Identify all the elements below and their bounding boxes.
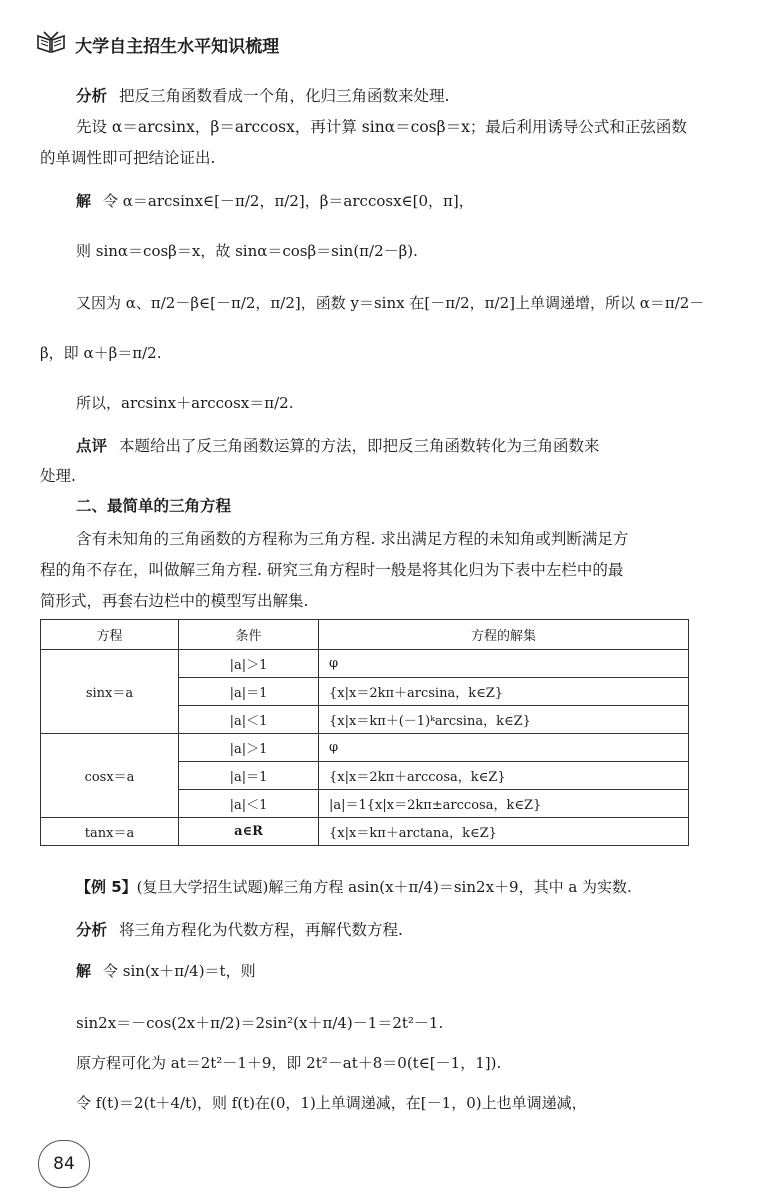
solution-2-line-1: 解 令 sin(x＋π/4)＝t，则 (76, 962, 256, 980)
section-para-line-1: 含有未知角的三角函数的方程称为三角方程. 求出满足方程的未知角或判断满足方 (76, 530, 629, 548)
header-title: 大学自主招生水平知识梳理 (75, 36, 280, 57)
condition-cell: |a|＝1 (179, 762, 319, 790)
solution-table (40, 619, 689, 846)
example-5: 【例 5】(复旦大学招生试题)解三角方程 asin(x＋π/4)＝sin2x＋9，其中 a 为实数. (76, 878, 632, 896)
condition-cell: |a|＞1 (179, 650, 319, 678)
solution-1-line-4: β，即 α＋β＝π/2. (40, 344, 162, 362)
condition-cell: a∈R (179, 818, 319, 846)
table-row (41, 650, 689, 678)
table-row (41, 734, 689, 762)
solution-2-line-2: sin2x＝－cos(2x＋π/2)＝2sin²(x＋π/4)－1＝2t²－1. (76, 1014, 444, 1032)
section-title: 二、最简单的三角方程 (76, 497, 232, 515)
solution-label: 解 (76, 962, 92, 980)
section-para-line-2: 程的角不存在，叫做解三角方程. 研究三角方程时一般是将其化归为下表中左栏中的最 (40, 561, 624, 579)
equation-cell: cosx＝a (41, 734, 179, 818)
solution-1-line-2: 则 sinα＝cosβ＝x，故 sinα＝cosβ＝sin(π/2－β). (76, 242, 418, 260)
solution-cell: {x|x＝2kπ＋arcsina，k∈Z} (319, 678, 689, 706)
solution-2-line-3: 原方程可化为 at＝2t²－1＋9，即 2t²－at＋8＝0(t∈[－1，1]). (76, 1054, 502, 1072)
page-number: 84 (38, 1140, 90, 1188)
solution-cell: φ (319, 650, 689, 678)
equation-cell: tanx＝a (41, 818, 179, 846)
analysis-label: 分析 (76, 87, 108, 105)
comment-line-1: 点评 本题给出了反三角函数运算的方法，即把反三角函数转化为三角函数来 (76, 437, 600, 455)
solution-label: 解 (76, 192, 92, 210)
analysis-label: 分析 (76, 921, 108, 939)
analysis-1-line-3: 的单调性即可把结论证出. (40, 149, 216, 167)
table-header-row (41, 620, 689, 650)
equation-cell: sinx＝a (41, 650, 179, 734)
solution-cell: φ (319, 734, 689, 762)
solution-cell: {x|x＝2kπ＋arccosa，k∈Z} (319, 762, 689, 790)
analysis-1-line-2: 先设 α＝arcsinx，β＝arccosx，再计算 sinα＝cosβ＝x；最后利用诱导公式和正弦函数 (76, 118, 687, 136)
table-header-condition: 条件 (179, 620, 319, 650)
condition-cell: |a|＝1 (179, 678, 319, 706)
solution-2-line-4: 令 f(t)＝2(t＋4/t)，则 f(t)在(0，1)上单调递减，在[－1，0)上也单调递减， (76, 1094, 587, 1112)
table-header-solution: 方程的解集 (319, 620, 689, 650)
header (36, 30, 279, 58)
analysis-1-line-1: 分析 把反三角函数看成一个角，化归三角函数来处理. (76, 87, 450, 105)
solution-1-line-5: 所以，arcsinx＋arccosx＝π/2. (76, 394, 294, 412)
condition-cell: |a|＜1 (179, 706, 319, 734)
comment-label: 点评 (76, 437, 108, 455)
comment-line-2: 处理. (40, 467, 76, 485)
section-para-line-3: 简形式，再套右边栏中的模型写出解集. (40, 592, 309, 610)
example-label: 【例 5】 (76, 878, 137, 896)
condition-cell: |a|＜1 (179, 790, 319, 818)
solution-cell: {x|x＝kπ＋arctana，k∈Z} (319, 818, 689, 846)
table-row (41, 818, 689, 846)
solution-1-line-1: 解 令 α＝arcsinx∈[－π/2，π/2]，β＝arccosx∈[0，π]， (76, 192, 474, 210)
condition-cell: |a|＞1 (179, 734, 319, 762)
solution-cell: |a|＝1{x|x＝2kπ±arccosa，k∈Z} (319, 790, 689, 818)
analysis-2-line-1: 分析 将三角方程化为代数方程，再解代数方程. (76, 921, 403, 939)
open-book-icon (36, 30, 66, 58)
table-header-equation: 方程 (41, 620, 179, 650)
solution-1-line-3: 又因为 α、π/2－β∈[－π/2，π/2]，函数 y＝sinx 在[－π/2，π/2]上单调递增，所以 α＝π/2－ (76, 294, 705, 312)
solution-cell: {x|x＝kπ＋(－1)ᵏarcsina，k∈Z} (319, 706, 689, 734)
